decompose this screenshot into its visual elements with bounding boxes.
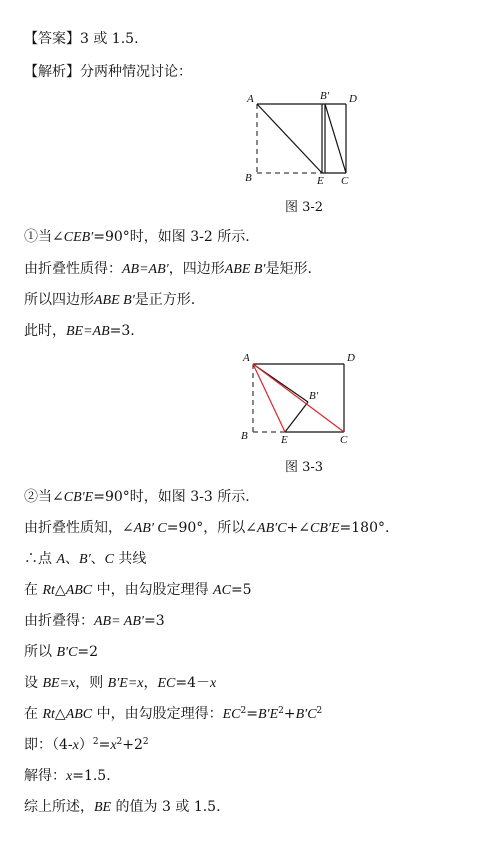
case2-line5: 由折叠得：AB= AB′=3: [24, 613, 165, 629]
answer-line: [24, 30, 139, 48]
fig1-caption: 图 3-2: [285, 200, 324, 215]
case2-line8: 在 Rt△ABC 中，由勾股定理得：$EC^2=B'E^2+B'C^2$: [24, 706, 323, 722]
fig1-label-b: B: [245, 172, 252, 184]
analysis-line: [24, 63, 192, 81]
fig2-label-a: A: [243, 352, 250, 364]
case1-line2: 由折叠性质得：AB=AB′，四边形ABE B′是矩形.: [24, 261, 312, 277]
answer-label: 【答案】: [24, 31, 80, 47]
case1-line1: ①当∠CEB′=90°时，如图 3-2 所示.: [24, 229, 250, 245]
fig1-label-c: C: [341, 175, 349, 187]
fig2-label-b: B: [241, 430, 248, 442]
fig2-caption: 图 3-3: [285, 460, 324, 475]
case2-line4: 在 Rt△ABC 中，由勾股定理得 AC=5: [24, 582, 252, 598]
fig2-label-c: C: [340, 434, 348, 446]
fig1-seg-bpc: [325, 104, 346, 173]
fig2-label-d: D: [347, 352, 355, 364]
fig1-label-a: A: [247, 93, 254, 105]
case2-line1: ②当∠CB′E=90°时，如图 3-3 所示.: [24, 489, 250, 505]
case2-line11: 综上所述，BE 的值为 3 或 1.5.: [24, 799, 221, 815]
case1-line3: 所以四边形ABE B′是正方形.: [24, 292, 196, 308]
case1-line4: 此时，BE=AB=3.: [24, 323, 135, 339]
fig1-label-bp: B′: [320, 90, 330, 102]
case2-line3: ∴点 A、B′、C 共线: [24, 551, 147, 567]
case2-line9: 即：$(4-x)^2=x^2+2^2$: [24, 737, 149, 753]
case2-line10: 解得：x=1.5.: [24, 768, 111, 784]
figure-3-2: [240, 88, 365, 188]
answer-value: 3 或 1.5.: [80, 31, 139, 47]
fig2-diag-ac: [253, 364, 344, 432]
fig1-label-e: E: [317, 175, 324, 187]
case2-line2: 由折叠性质知，∠AB′ C=90°，所以∠AB′C+∠CB′E=180°.: [24, 520, 390, 536]
fig2-fold-ae: [253, 364, 285, 432]
fig1-fold-ae: [257, 104, 322, 173]
fig2-label-e: E: [281, 434, 288, 446]
fig1-label-d: D: [349, 93, 357, 105]
figure-3-3: [238, 348, 363, 448]
case2-line6: 所以 B′C=2: [24, 644, 99, 660]
fig2-seg-bpe: [285, 402, 308, 432]
analysis-intro: 分两种情况讨论：: [80, 64, 192, 80]
case2-line7: 设 BE=x，则 B′E=x，EC=4－x: [24, 675, 217, 691]
analysis-label: 【解析】: [24, 64, 80, 80]
fig2-label-bp: B′: [309, 390, 319, 402]
